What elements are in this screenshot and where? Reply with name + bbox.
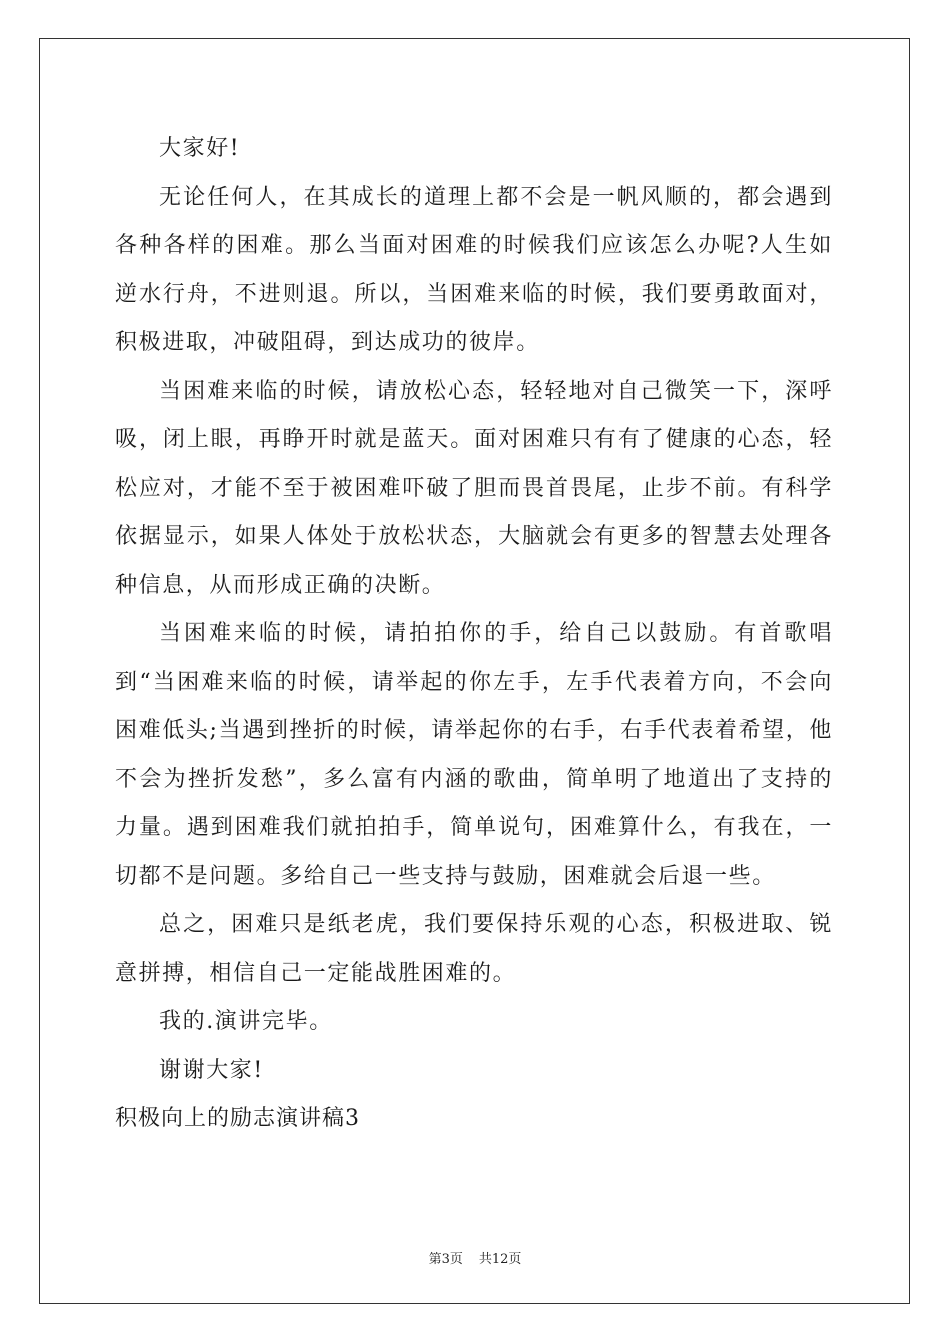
document-body — [115, 125, 833, 1144]
page-total: 共12页 — [478, 1252, 522, 1267]
page-number: 第3页 — [428, 1252, 463, 1267]
next-section-title: 积极向上的励志演讲稿3 — [115, 1106, 360, 1131]
paragraph-intro: 无论任何人，在其成长的道理上都不会是一帆风顺的，都会遇到各种各样的困难。那么当面对困难的时候我们应该怎么办呢?人生如逆水行舟，不进则退。所以，当困难来临的时候，我们要勇敢面对，积极进取，冲破阻碍，到达成功的彼岸。 — [115, 184, 833, 355]
paragraph-thanks: 谢谢大家! — [159, 1057, 264, 1083]
paragraph-relax: 当困难来临的时候，请放松心态，轻轻地对自己微笑一下，深呼吸，闭上眼，再睁开时就是蓝天。面对困难只有有了健康的心态，轻松应对，才能不至于被困难吓破了胆而畏首畏尾，止步不前。有科学依据显示，如果人体处于放松状态，大脑就会有更多的智慧去处理各种信息，从而形成正确的决断。 — [115, 378, 833, 598]
page-footer — [0, 1248, 950, 1267]
paragraph-conclusion: 总之，困难只是纸老虎，我们要保持乐观的心态，积极进取、锐意拼搏，相信自己一定能战胜困难的。 — [115, 912, 833, 986]
paragraph-clap: 当困难来临的时候，请拍拍你的手，给自己以鼓励。有首歌唱到“当困难来临的时候，请举起的你左手，左手代表着方向，不会向困难低头;当遇到挫折的时候，请举起你的右手，右手代表着希望，他不会为挫折发愁”，多么富有内涵的歌曲，简单明了地道出了支持的力量。遇到困难我们就拍拍手，简单说句，困难算什么，有我在，一切都不是问题。多给自己一些支持与鼓励，困难就会后退一些。 — [115, 621, 833, 889]
paragraph-end-speech: 我的.演讲完毕。 — [159, 1009, 333, 1034]
paragraph-greeting: 大家好! — [159, 136, 241, 161]
